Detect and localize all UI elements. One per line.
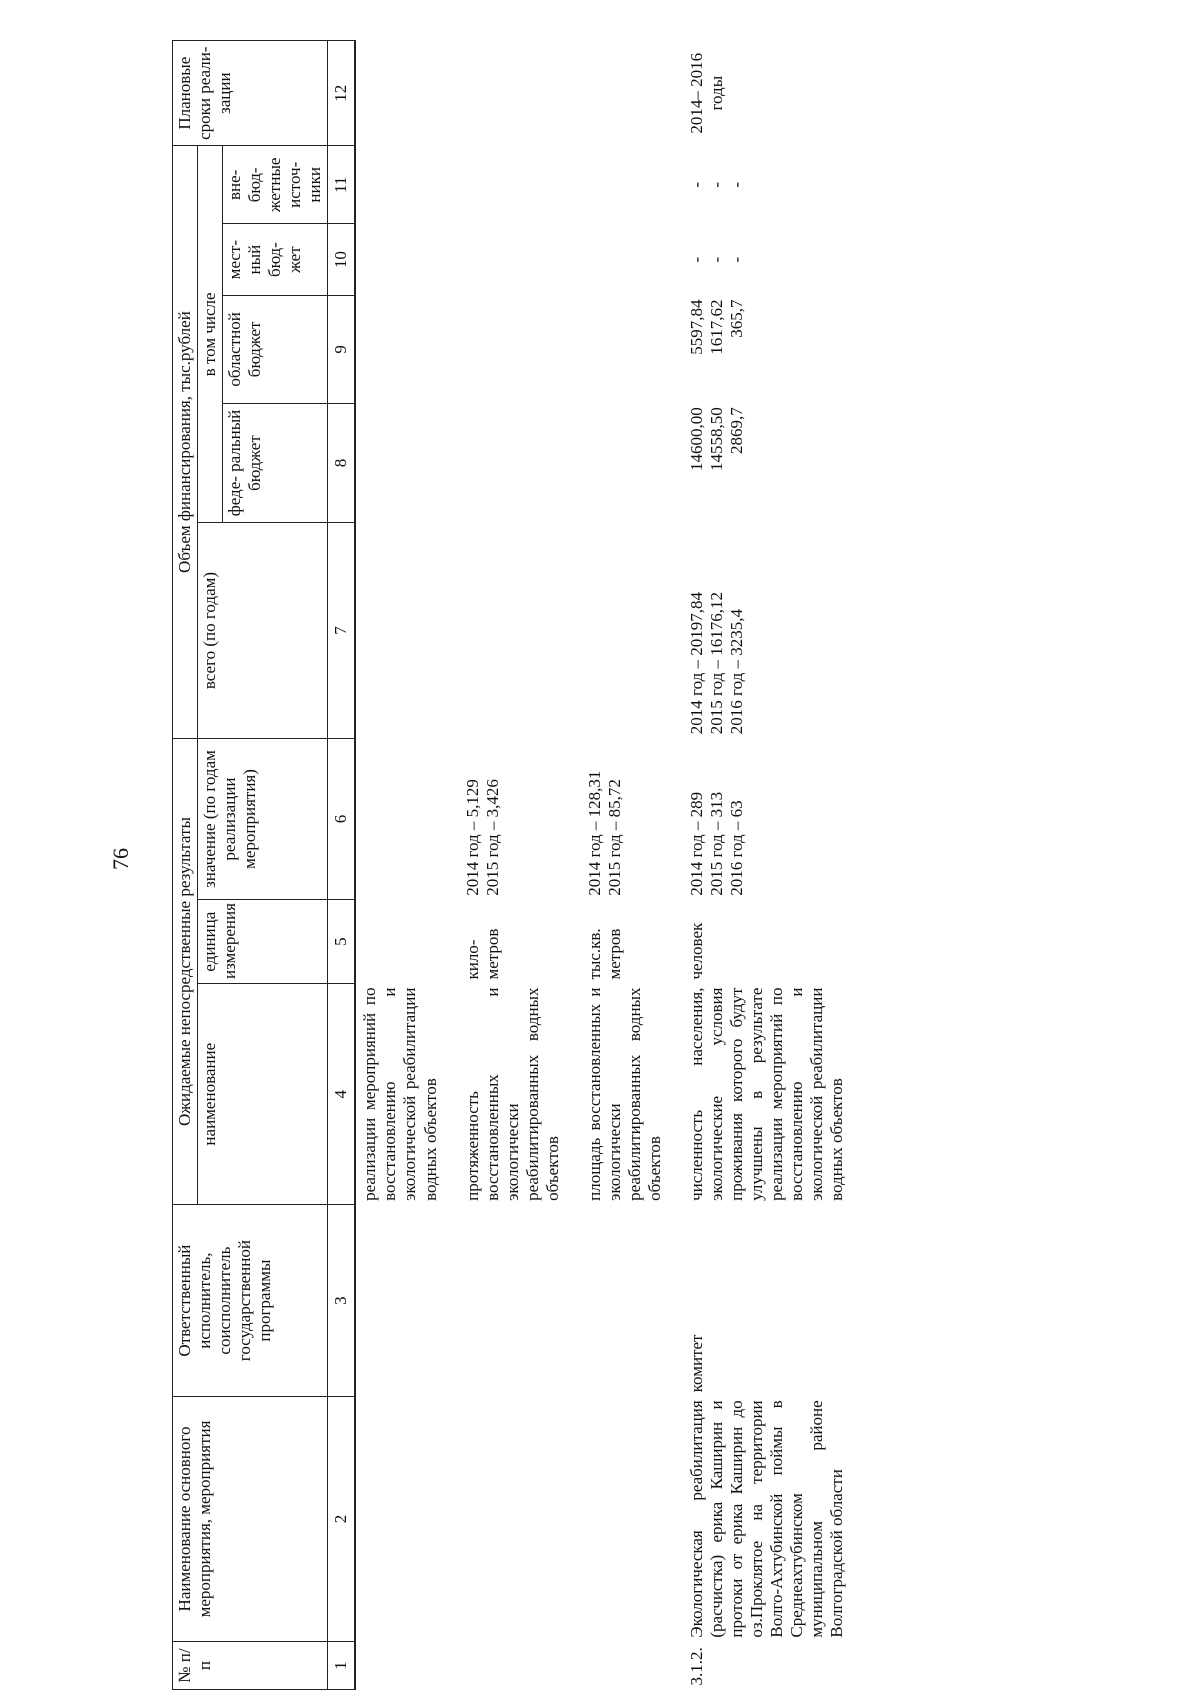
header-financing: Объем финансирования, тыс.рублей [173,146,198,738]
header-result-name: наименование [198,984,328,1205]
result-name: численность населения, экологические условия проживания которого будут улучшены в результате реализации мероприятий по восстановлению и экологической реабилитации водных объектов [686,987,847,1201]
result-name: реализации мероприяний по восстановлению и экологической реабилитации водных объектов [360,987,440,1201]
regional-budget: 5597,84 1617,62 365,7 [686,299,747,355]
responsible: комитет [686,1334,706,1393]
col-number: 2 [328,1396,356,1641]
header-federal: феде- ральный бюджет [223,403,328,523]
header-regional: областной бюджет [223,296,328,404]
result-unit: тыс.кв. метров [584,928,624,980]
header-local: мест- ный бюд- жет [223,224,328,296]
col-number: 10 [328,224,356,296]
col-number: 9 [328,296,356,404]
col-number: 3 [328,1205,356,1396]
table-row [355,41,458,1690]
table-row [683,41,865,1690]
header-event: Наименование основного мероприятия, мероприятия [173,1396,328,1641]
result-name: протяженность восстановленных и экологически реабилитированных водных объектов [462,987,562,1201]
federal-budget: 14600,00 14558,50 2869,7 [686,407,747,471]
header-num: № п/п [173,1642,328,1690]
col-number: 5 [328,900,356,984]
col-number: 7 [328,523,356,738]
program-table [172,40,865,1690]
col-number: 11 [328,146,356,224]
header-value: значение (по годам реализации мероприятия) [198,738,328,900]
local-budget: - - - [686,256,747,263]
planned-terms: 2014– 2016 годы [686,52,727,134]
result-unit: человек [686,922,706,980]
header-including: в том числе [198,146,223,523]
col-number: 1 [328,1642,356,1690]
result-values: 2014 год – 128,31 2015 год – 85,72 [584,770,624,896]
header-terms: Плановые сроки реали- зации [173,41,328,146]
header-unit: единица измерения [198,900,328,984]
event-name: Экологическая реабилитация (расчистка) ерика Каширин и протоки от ерика Каширин до оз.Проклятое на территории Волго-Ахтубинской поймы в Среднеахтубинском муниципальном районе Волгоградской области [686,1400,847,1638]
header-responsible: Ответственный исполнитель, соисполнитель государственной программы [173,1205,328,1396]
header-results: Ожидаемые непосредственные результаты [173,738,198,1205]
result-values: 2014 год – 289 2015 год – 313 2016 год – 63 [686,791,747,896]
result-name: площадь восстановленных и экологически реабилитированных водных объектов [584,987,664,1201]
col-number: 6 [328,738,356,900]
extra-budget: - - - [686,181,747,188]
total-by-year: 2014 год – 20197,84 2015 год – 16176,12 2016 год – 3235,4 [686,592,747,735]
col-number: 8 [328,403,356,523]
rotated-table-container [172,40,1200,1690]
col-number: 12 [328,41,356,146]
header-total: всего (по годам) [198,523,328,738]
result-unit: кило- метров [462,928,502,980]
row-number: 3.1.2. [686,1647,706,1686]
col-number: 4 [328,984,356,1205]
table-row [459,41,581,1690]
table-row [581,41,683,1690]
result-values: 2014 год – 5,129 2015 год – 3,426 [462,779,502,896]
page-number: 76 [108,848,133,870]
column-numbers-row [328,41,356,1690]
header-extra: вне- бюд- жетные источ- ники [223,146,328,224]
